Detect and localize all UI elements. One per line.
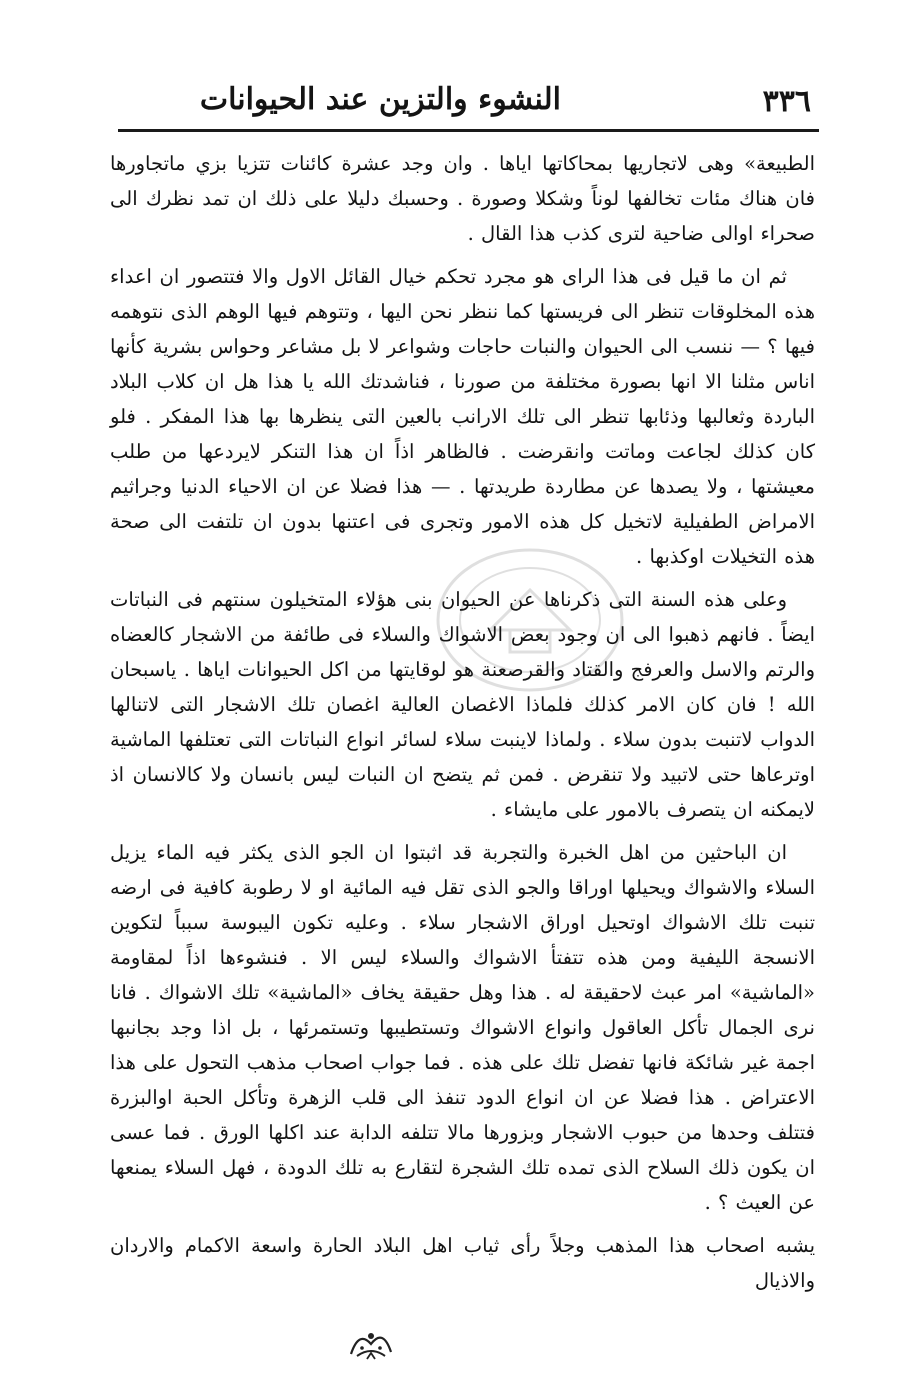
ornament-seal-icon — [345, 1324, 397, 1362]
header-rule — [118, 129, 819, 132]
body-text — [110, 146, 815, 1306]
paragraph-plant-thorns: وعلى هذه السنة التى ذكرناها عن الحيوان بنى هؤلاء المتخيلون سنتهم فى النباتات ايضاً . فانهم ذهبوا الى ان وجود بعض الاشواك والسلاء فى طائفة من الاشجار كالعضاه والرتم والاسل والعرفج والقتاد والقرصعنة هو لوقايتها من اكل الحيوانات اياها . ياسبحان الله ! فان كان الامر كذلك فلماذا الاغصان العالية اغصان تلك الاشجار التى لاتنالها الدواب لاتنبت بدون سلاء . ولماذا لاينبت سلاء لسائر انواع النباتات التى تعتلفها الماشية اوترعاها حتى لاتبيد ولا تنقرض . فمن ثم يتضح ان النبات ليس بانسان ولا كالانسان اذ لايمكنه ان يتصرف بالامور على مايشاء . — [110, 588, 815, 821]
page-number: ٣٣٦ — [762, 84, 811, 119]
page-header — [118, 78, 811, 126]
paragraph-animal-camouflage: ثم ان ما قيل فى هذا الراى هو مجرد تحكم خيال القائل الاول والا فتتصور ان اعداء هذه المخلوقات تنظر الى فريستها كما ننظر نحن اليها ، وتتوهم فيها الوهم الذى نتوهمه فيها ؟ — ننسب الى الحيوان والنبات حاجات وشواعر لا بل مشاعر وحواس بشرية كأنها اناس مثلنا الا انها بصورة مختلفة من صورنا ، فناشدتك الله يا هذا هل ان كلاب البلاد الباردة وثعالبها وذئابها تنظر الى تلك الارانب بالعين التى ينظرها بها هذا المفكر . فلو كان كذلك لجاعت وماتت وانقرضت . فالظاهر اذاً ان هذا التنكر لايردعها من طلب معيشتها ، ولا يصدها عن مطاردة طريدتها . — هذا فضلا عن ان الاحياء الدنيا وجراثيم الامراض الطفيلية لاتخيل كل هذه الامور وتجرى فى اعتنها بدون ان تلتفت الى صحة هذه التخيلات اوكذبها . — [110, 265, 815, 568]
paragraph-continuation: الطبيعة» وهى لاتجاريها بمحاكاتها اياها . وان وجد عشرة كائنات تتزيا بزي ماتجاورها فان هناك مئات تخالفها لوناً وشكلا وصورة . وحسبك دليلا على ذلك ان تمد نظرك الى صحراء اوالى ضاحية لترى كذب هذا القال . — [110, 152, 815, 245]
paragraph-climate-thorns: ان الباحثين من اهل الخبرة والتجربة قد اثبتوا ان الجو الذى يكثر فيه الماء يزيل السلاء والاشواك ويحيلها اوراقا والجو الذى تقل فيه المائية او لا رطوبة كافية فى ارضه تنبت تلك الاشواك اوتحيل اوراق الاشجار سلاء . وعليه تكون اليبوسة سبباً لتكوين الانسجة الليفية ومن هذه تتفتأ الاشواك والسلاء ليس الا . فنشوءها اذاً لمقاومة «الماشية» امر عبث لاحقيقة له . هذا وهل حقيقة يخاف «الماشية» تلك الاشواك . فانا نرى الجمال تأكل العاقول وانواع الاشواك وتستطيبها وتستمرئها ، بل اذا وجد بجانبها اجمة غير شائكة فانها تفضل تلك على هذه . فما جواب اصحاب مذهب التحول على هذا الاعتراض . هذا فضلا عن ان انواع الدود تنفذ الى قلب الزهرة وتأكل الحبة اوالبزرة فتتلف وحدها من حبوب الاشجار وبزورها مالا تتلفه الدابة عند اكلها الورق . فما عسى ان يكون ذلك السلاح الذى تمده تلك الشجرة لتقارع به تلك الدودة ، فهل السلاء يمنعها عن العيث ؟ . — [110, 841, 815, 1214]
paragraph-final-line: يشبه اصحاب هذا المذهب وجلاً رأى ثياب اهل البلاد الحارة واسعة الاكمام والاردان والاذيال — [110, 1234, 815, 1292]
running-title: النشوء والتزين عند الحيوانات — [199, 82, 561, 117]
